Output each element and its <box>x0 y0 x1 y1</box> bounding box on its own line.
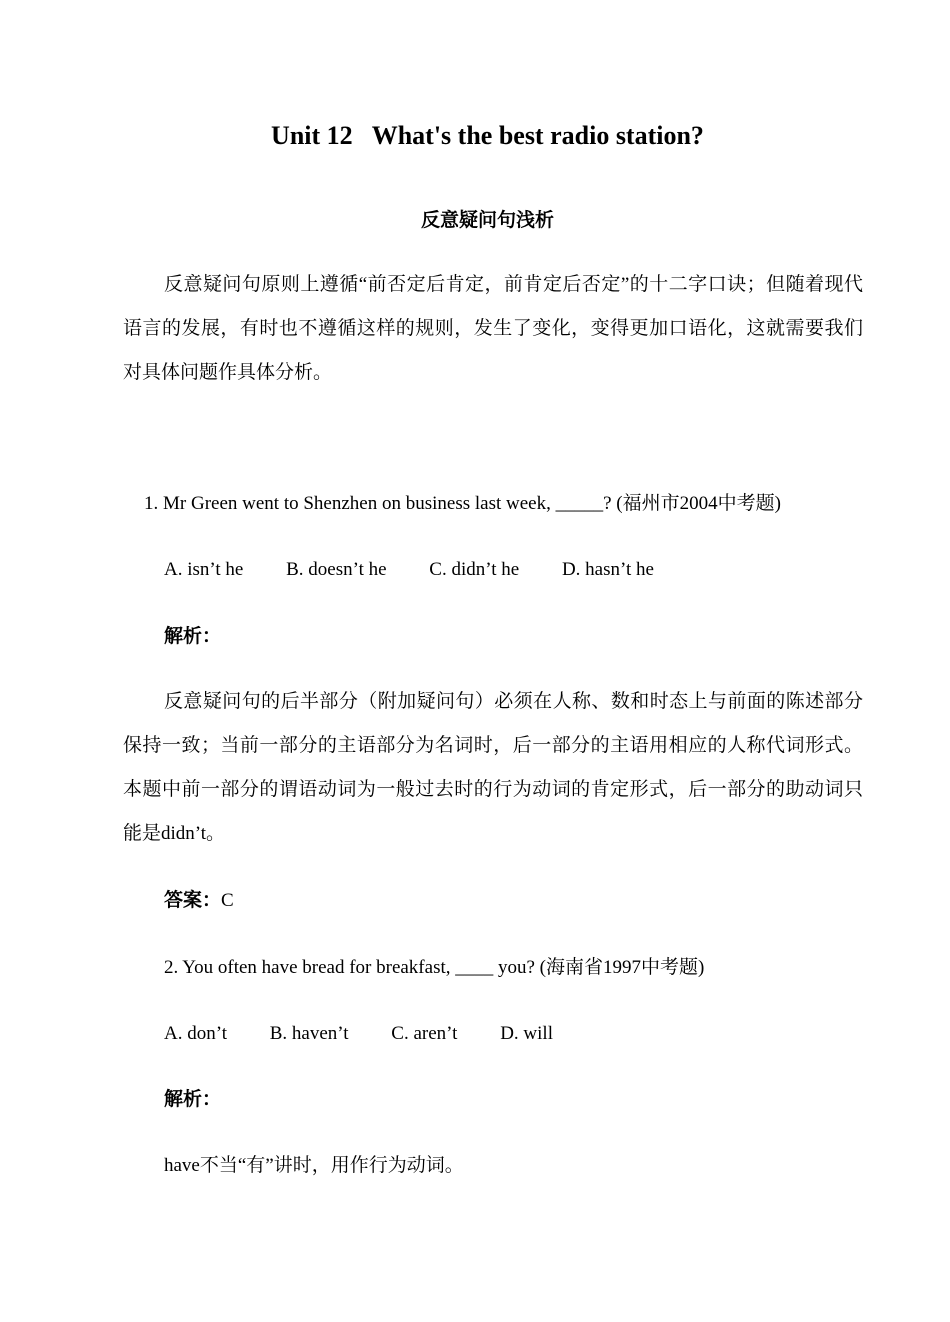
section-heading: 反意疑问句浅析 <box>420 210 554 231</box>
question-1-analysis-label: 解析： <box>164 626 222 647</box>
question-2-options <box>164 1019 553 1049</box>
question-2-stem: 2. You often have bread for breakfast, ____ you? (海南省1997中考题) <box>164 957 705 978</box>
question-2-option-c: C. aren’t <box>391 1023 458 1044</box>
question-1-option-b: B. doesn’t he <box>286 559 387 580</box>
question-1-option-a: A. isn’t he <box>164 559 244 580</box>
question-1-analysis: 反意疑问句的后半部分（附加疑问句）必须在人称、数和时态上与前面的陈述部分保持一致；当前一部分的主语部分为名词时，后一部分的主语用相应的人称代词形式。本题中前一部分的谓语动词为一般过去时的行为动词的肯定形式，后一部分的助动词只能是didn’t。 <box>123 691 863 844</box>
question-1-stem: 1. Mr Green went to Shenzhen on business last week, _____? (福州市2004中考题) <box>144 493 781 514</box>
document-title: Unit 12 What's the best radio station? <box>271 121 704 150</box>
intro-paragraph: 反意疑问句原则上遵循“前否定后肯定，前肯定后否定”的十二字口诀；但随着现代语言的发展，有时也不遵循这样的规则，发生了变化，变得更加口语化，这就需要我们对具体问题作具体分析。 <box>123 274 863 383</box>
question-1-answer-value: C <box>221 890 234 911</box>
question-1-option-c: C. didn’t he <box>429 559 520 580</box>
question-2-option-d: D. will <box>500 1023 553 1044</box>
question-1-answer <box>164 886 234 916</box>
question-2-analysis-label: 解析： <box>164 1089 222 1110</box>
question-1-options <box>164 555 654 585</box>
question-1-answer-label: 答案： <box>164 890 222 911</box>
question-2-option-a: A. don’t <box>164 1023 227 1044</box>
question-2-option-b: B. haven’t <box>269 1023 349 1044</box>
question-2-analysis: have不当“有”讲时，用作行为动词。 <box>164 1155 464 1176</box>
question-1-option-d: D. hasn’t he <box>561 559 654 580</box>
